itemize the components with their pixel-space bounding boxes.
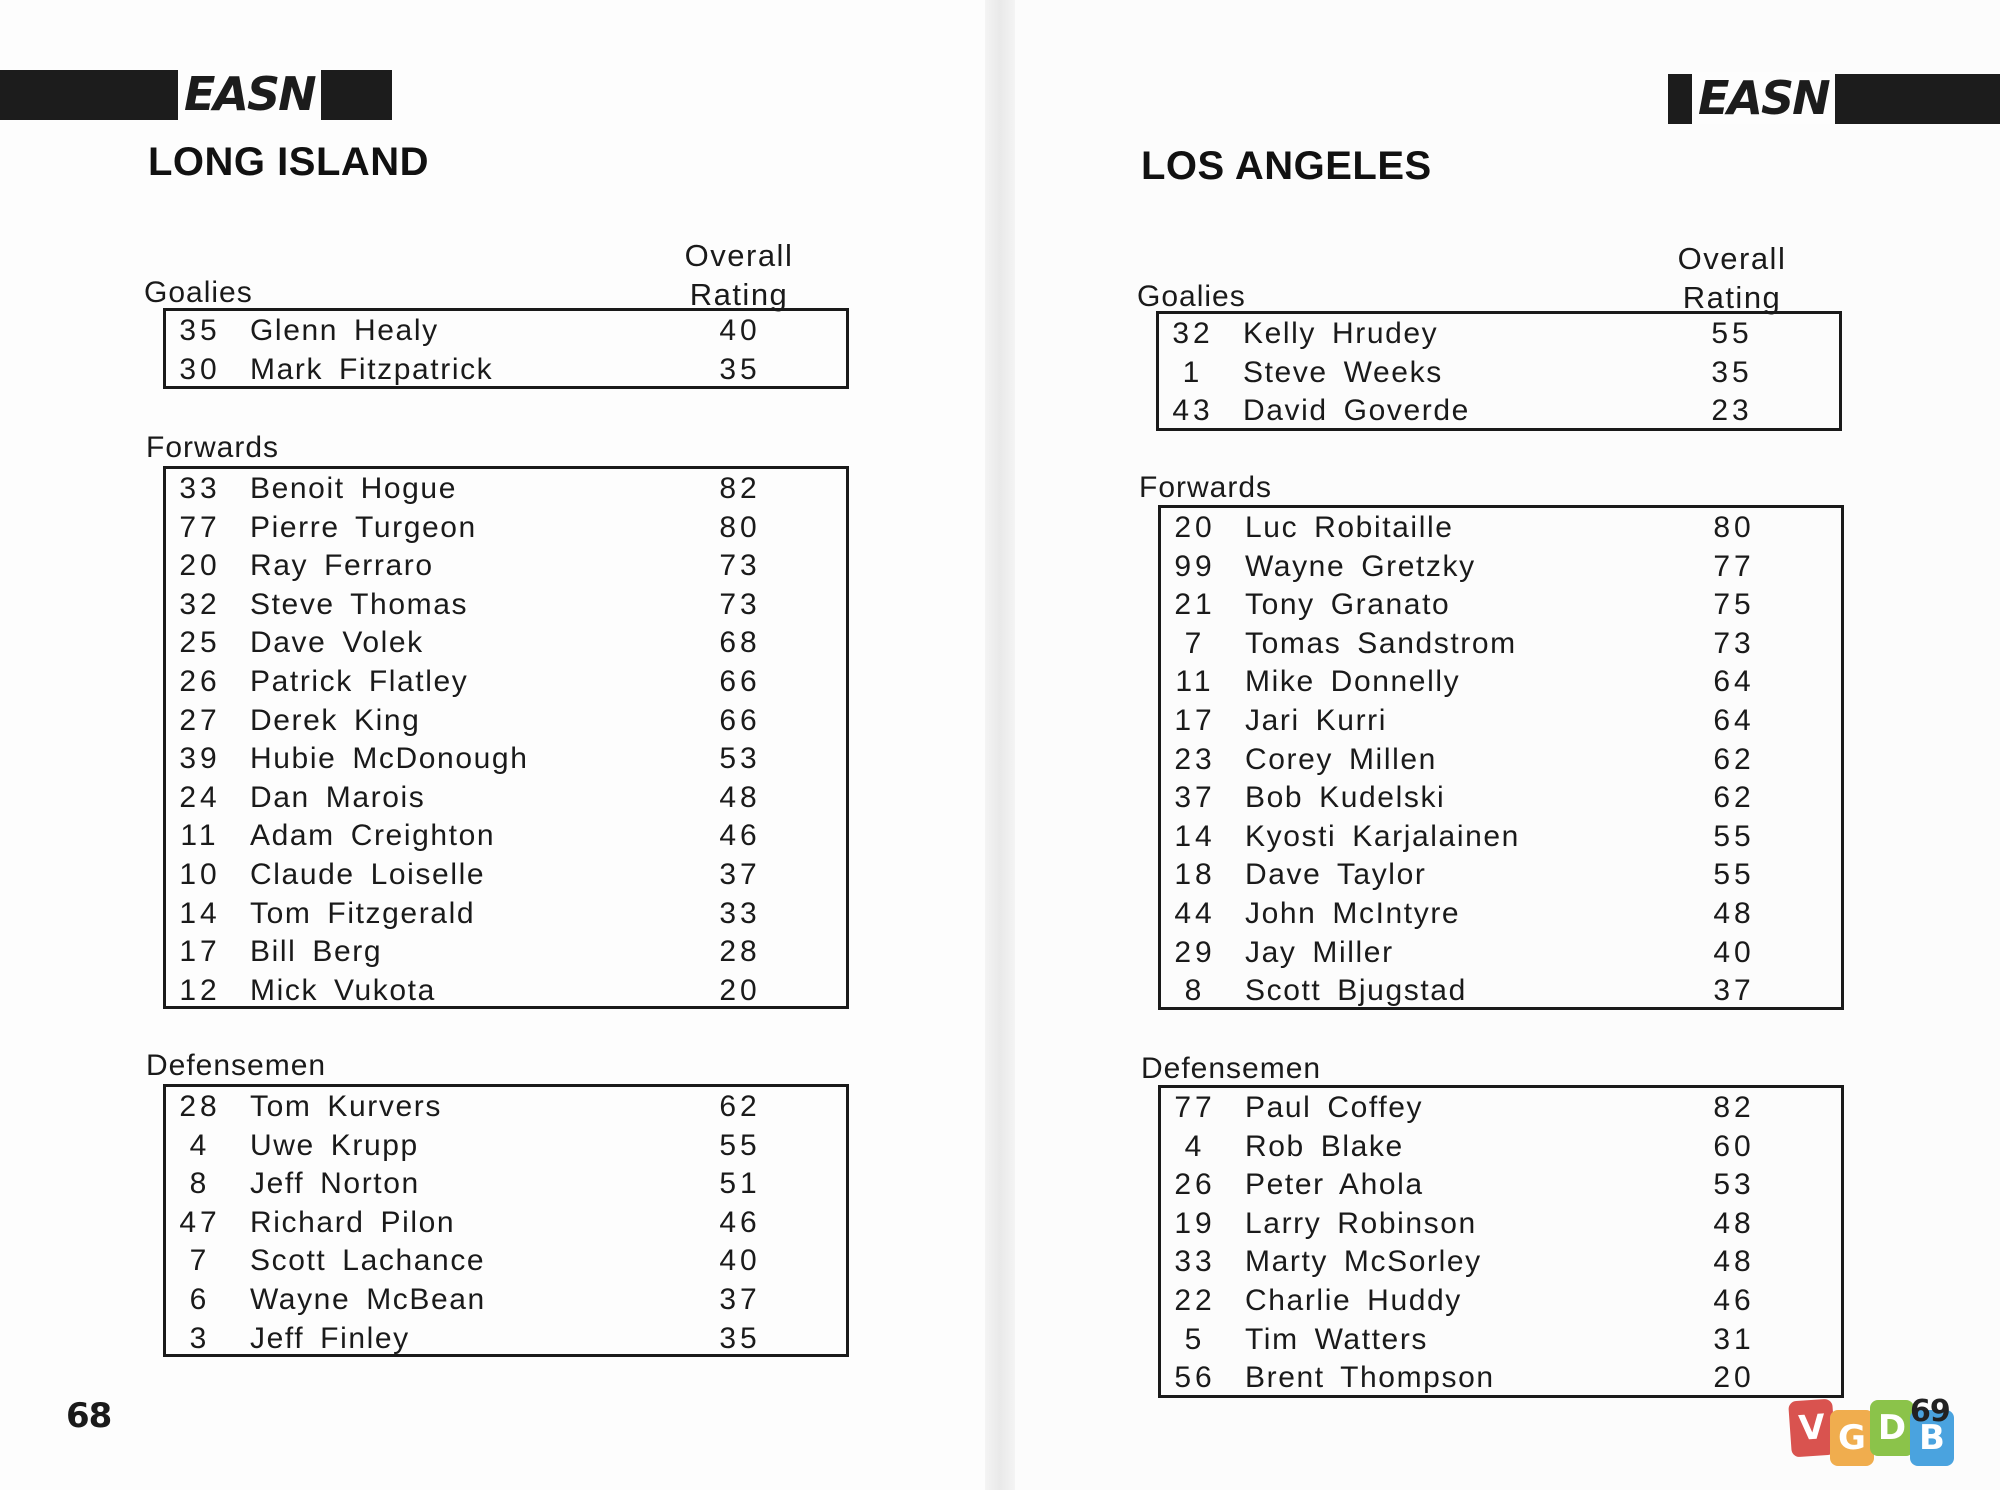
player-name: Larry Robinson: [1245, 1206, 1477, 1240]
player-number: 21: [1174, 588, 1216, 622]
player-rating: 28: [719, 935, 761, 969]
player-name: Bill Berg: [250, 935, 383, 969]
player-number: 99: [1174, 549, 1216, 583]
player-rating: 55: [1713, 858, 1755, 892]
player-rating: 48: [1713, 1245, 1755, 1279]
player-rating: 37: [1713, 974, 1755, 1008]
player-row: [1161, 779, 1841, 818]
player-row: [1159, 354, 1839, 393]
player-number: 25: [179, 626, 221, 660]
player-row: [1161, 1282, 1841, 1321]
player-rating: 75: [1713, 588, 1755, 622]
player-number: 1: [1182, 355, 1204, 389]
player-number: 43: [1172, 394, 1214, 428]
player-name: Adam Creighton: [250, 819, 496, 853]
player-number: 10: [179, 858, 221, 891]
player-number: 39: [179, 742, 221, 776]
player-row: [166, 1127, 846, 1166]
player-name: Charlie Huddy: [1245, 1284, 1462, 1317]
player-rating: 35: [719, 352, 761, 386]
player-rating: 73: [1713, 626, 1755, 660]
player-number: 19: [1174, 1206, 1216, 1240]
player-row: [1161, 895, 1841, 934]
player-row: [166, 895, 846, 934]
forwards-heading-right: Forwards: [1139, 471, 1273, 504]
player-row: [166, 547, 846, 586]
forwards-table-right: [1158, 505, 1844, 1010]
easn-logo-right: EASN: [1692, 72, 1835, 124]
player-rating: 73: [719, 587, 761, 621]
player-name: Peter Ahola: [1245, 1168, 1424, 1202]
player-row: [166, 740, 846, 779]
player-rating: 20: [1713, 1361, 1755, 1395]
player-row: [1161, 663, 1841, 702]
player-name: Benoit Hogue: [250, 472, 458, 505]
player-rating: 23: [1711, 394, 1753, 428]
forwards-table-left: [163, 466, 849, 1009]
player-number: 4: [1184, 1129, 1206, 1163]
player-name: Tom Fitzgerald: [250, 896, 476, 930]
player-row: [1161, 1128, 1841, 1167]
player-name: Corey Millen: [1245, 742, 1437, 776]
player-number: 35: [179, 314, 221, 347]
player-name: Kyosti Karjalainen: [1245, 819, 1520, 853]
player-name: Pierre Turgeon: [250, 510, 477, 544]
player-row: [1161, 1359, 1841, 1398]
player-name: Patrick Flatley: [250, 665, 469, 698]
player-rating: 48: [1713, 1206, 1755, 1240]
player-number: 3: [189, 1321, 211, 1355]
player-number: 17: [1174, 704, 1216, 737]
player-number: 37: [1174, 781, 1216, 815]
player-rating: 20: [719, 973, 761, 1007]
player-name: Mick Vukota: [250, 973, 436, 1007]
player-row: [1161, 1205, 1841, 1244]
player-number: 33: [179, 472, 221, 505]
player-rating: 40: [719, 314, 761, 347]
player-name: David Goverde: [1243, 394, 1470, 428]
player-name: Dave Taylor: [1245, 858, 1427, 892]
player-name: Ray Ferraro: [250, 549, 434, 583]
rating-label: Rating: [1682, 280, 1782, 315]
player-row: [1161, 1321, 1841, 1360]
player-number: 14: [1174, 819, 1216, 853]
player-number: 56: [1174, 1361, 1216, 1395]
player-rating: 46: [1713, 1284, 1755, 1317]
player-number: 77: [179, 510, 221, 544]
player-name: Tomas Sandstrom: [1245, 626, 1517, 660]
player-row: [1159, 315, 1839, 354]
forwards-heading-left: Forwards: [146, 431, 280, 464]
defensemen-heading-left: Defensemen: [146, 1049, 327, 1082]
player-rating: 53: [1713, 1168, 1755, 1202]
player-row: [1161, 509, 1841, 548]
player-name: Wayne McBean: [250, 1283, 486, 1316]
player-rating: 77: [1713, 549, 1755, 583]
player-name: Marty McSorley: [1245, 1245, 1482, 1279]
player-rating: 73: [719, 549, 761, 583]
player-row: [166, 702, 846, 741]
player-row: [1159, 392, 1839, 431]
player-number: 28: [179, 1090, 221, 1123]
player-rating: 82: [1713, 1091, 1755, 1124]
goalies-heading-left: Goalies: [144, 276, 253, 309]
player-rating: 35: [1711, 355, 1753, 389]
player-row: [166, 1281, 846, 1320]
player-name: Mike Donnelly: [1245, 665, 1461, 699]
player-number: 17: [179, 935, 221, 969]
defensemen-heading-right: Defensemen: [1141, 1052, 1322, 1085]
watermark-letter-v: V: [1788, 1399, 1836, 1458]
player-name: Wayne Gretzky: [1245, 549, 1476, 583]
defensemen-table-left: [163, 1084, 849, 1357]
player-rating: 37: [719, 1283, 761, 1316]
player-number: 8: [1184, 974, 1206, 1008]
player-rating: 66: [719, 703, 761, 737]
player-number: 11: [1175, 665, 1215, 699]
player-number: 44: [1174, 897, 1216, 930]
player-name: Hubie McDonough: [250, 742, 529, 776]
overall-rating-header-left: [659, 236, 819, 314]
player-rating: 62: [719, 1090, 761, 1123]
player-rating: 51: [719, 1167, 761, 1201]
player-row: [166, 663, 846, 702]
player-rating: 62: [1713, 781, 1755, 815]
player-row: [166, 972, 846, 1011]
player-row: [1161, 1166, 1841, 1205]
player-row: [166, 1088, 846, 1127]
player-name: Tom Kurvers: [250, 1090, 442, 1123]
team-title-right: LOS ANGELES: [1141, 144, 1432, 188]
player-row: [166, 312, 846, 351]
player-row: [166, 1165, 846, 1204]
player-number: 26: [1174, 1168, 1216, 1202]
defensemen-table-right: [1158, 1085, 1844, 1398]
player-rating: 46: [719, 1205, 761, 1239]
player-name: Uwe Krupp: [250, 1128, 419, 1162]
team-title-left: LONG ISLAND: [148, 140, 430, 184]
player-number: 27: [179, 703, 221, 737]
player-rating: 64: [1713, 704, 1755, 737]
player-rating: 55: [1711, 317, 1753, 350]
player-name: Tony Granato: [1245, 588, 1451, 622]
player-name: Rob Blake: [1245, 1129, 1404, 1163]
player-number: 11: [180, 819, 220, 853]
player-number: 20: [1174, 511, 1216, 544]
player-rating: 82: [719, 472, 761, 505]
player-row: [1161, 741, 1841, 780]
player-rating: 66: [719, 665, 761, 698]
player-row: [166, 470, 846, 509]
rating-label: Rating: [689, 277, 789, 312]
player-row: [1161, 1243, 1841, 1282]
player-row: [1161, 818, 1841, 857]
player-name: Mark Fitzpatrick: [250, 352, 494, 386]
player-rating: 53: [719, 742, 761, 776]
player-name: Glenn Healy: [250, 314, 439, 347]
player-rating: 80: [719, 510, 761, 544]
player-name: Richard Pilon: [250, 1205, 456, 1239]
player-name: Scott Lachance: [250, 1244, 486, 1278]
player-number: 20: [179, 549, 221, 583]
player-name: Paul Coffey: [1245, 1091, 1424, 1124]
player-row: [166, 1242, 846, 1281]
player-number: 32: [179, 587, 221, 621]
player-name: Luc Robitaille: [1245, 511, 1454, 544]
player-name: Tim Watters: [1245, 1322, 1429, 1356]
player-row: [166, 817, 846, 856]
player-name: Scott Bjugstad: [1245, 974, 1467, 1008]
goalies-table-right: [1156, 311, 1842, 431]
player-number: 32: [1172, 317, 1214, 350]
player-rating: 68: [719, 626, 761, 660]
player-rating: 48: [1713, 897, 1755, 930]
player-name: Brent Thompson: [1245, 1361, 1495, 1395]
player-name: Claude Loiselle: [250, 858, 486, 891]
player-row: [1161, 548, 1841, 587]
player-rating: 31: [1713, 1322, 1755, 1356]
overall-label: Overall: [684, 238, 794, 273]
player-number: 29: [1174, 935, 1216, 969]
player-number: 24: [179, 780, 221, 814]
overall-label: Overall: [1677, 241, 1787, 276]
player-row: [1161, 934, 1841, 973]
player-number: 4: [189, 1128, 211, 1162]
watermark-letter-g: G: [1830, 1410, 1874, 1466]
player-name: Bob Kudelski: [1245, 781, 1446, 815]
player-row: [166, 624, 846, 663]
player-number: 22: [1174, 1284, 1216, 1317]
player-row: [166, 933, 846, 972]
player-name: Dave Volek: [250, 626, 424, 660]
player-row: [166, 1204, 846, 1243]
player-row: [1161, 625, 1841, 664]
goalies-heading-right: Goalies: [1137, 280, 1246, 313]
player-name: Jeff Norton: [250, 1167, 420, 1201]
player-number: 12: [179, 973, 221, 1007]
player-row: [166, 1320, 846, 1359]
player-row: [166, 586, 846, 625]
player-rating: 64: [1713, 665, 1755, 699]
player-rating: 48: [719, 780, 761, 814]
player-rating: 40: [719, 1244, 761, 1278]
player-rating: 40: [1713, 935, 1755, 969]
page-number-left: 68: [66, 1396, 112, 1436]
player-name: Dan Marois: [250, 780, 426, 814]
player-row: [166, 509, 846, 548]
player-row: [1161, 1089, 1841, 1128]
overall-rating-header-right: [1652, 239, 1812, 317]
player-number: 7: [189, 1244, 211, 1278]
player-row: [1161, 972, 1841, 1011]
player-number: 6: [189, 1283, 211, 1316]
player-number: 26: [179, 665, 221, 698]
player-row: [166, 779, 846, 818]
watermark-letter-d: D: [1870, 1400, 1914, 1456]
player-number: 47: [179, 1205, 221, 1239]
vgdb-watermark: [1790, 1394, 1990, 1470]
player-name: Steve Weeks: [1243, 355, 1443, 389]
player-rating: 55: [719, 1128, 761, 1162]
player-name: Steve Thomas: [250, 587, 469, 621]
player-number: 14: [179, 896, 221, 930]
player-row: [1161, 586, 1841, 625]
easn-logo-left: EASN: [178, 68, 321, 120]
player-rating: 80: [1713, 511, 1755, 544]
player-number: 18: [1174, 858, 1216, 892]
player-number: 30: [179, 352, 221, 386]
player-rating: 33: [719, 896, 761, 930]
player-name: Derek King: [250, 703, 421, 737]
book-gutter: [985, 0, 1015, 1490]
player-row: [166, 856, 846, 895]
goalies-table-left: [163, 308, 849, 389]
player-row: [166, 351, 846, 390]
player-number: 7: [1184, 626, 1206, 660]
watermark-letter-b: B: [1910, 1410, 1954, 1466]
player-name: Jeff Finley: [250, 1321, 410, 1355]
player-row: [1161, 702, 1841, 741]
player-rating: 55: [1713, 819, 1755, 853]
player-number: 23: [1174, 742, 1216, 776]
player-name: John McIntyre: [1245, 897, 1461, 930]
player-name: Kelly Hrudey: [1243, 317, 1439, 350]
player-name: Jari Kurri: [1245, 704, 1388, 737]
player-number: 5: [1184, 1322, 1206, 1356]
page-number-right: 69: [1910, 1394, 1950, 1429]
player-row: [1161, 856, 1841, 895]
player-rating: 35: [719, 1321, 761, 1355]
player-rating: 46: [719, 819, 761, 853]
player-number: 77: [1174, 1091, 1216, 1124]
player-rating: 37: [719, 858, 761, 891]
player-number: 33: [1174, 1245, 1216, 1279]
player-rating: 62: [1713, 742, 1755, 776]
player-number: 8: [189, 1167, 211, 1201]
player-name: Jay Miller: [1245, 935, 1394, 969]
player-rating: 60: [1713, 1129, 1755, 1163]
